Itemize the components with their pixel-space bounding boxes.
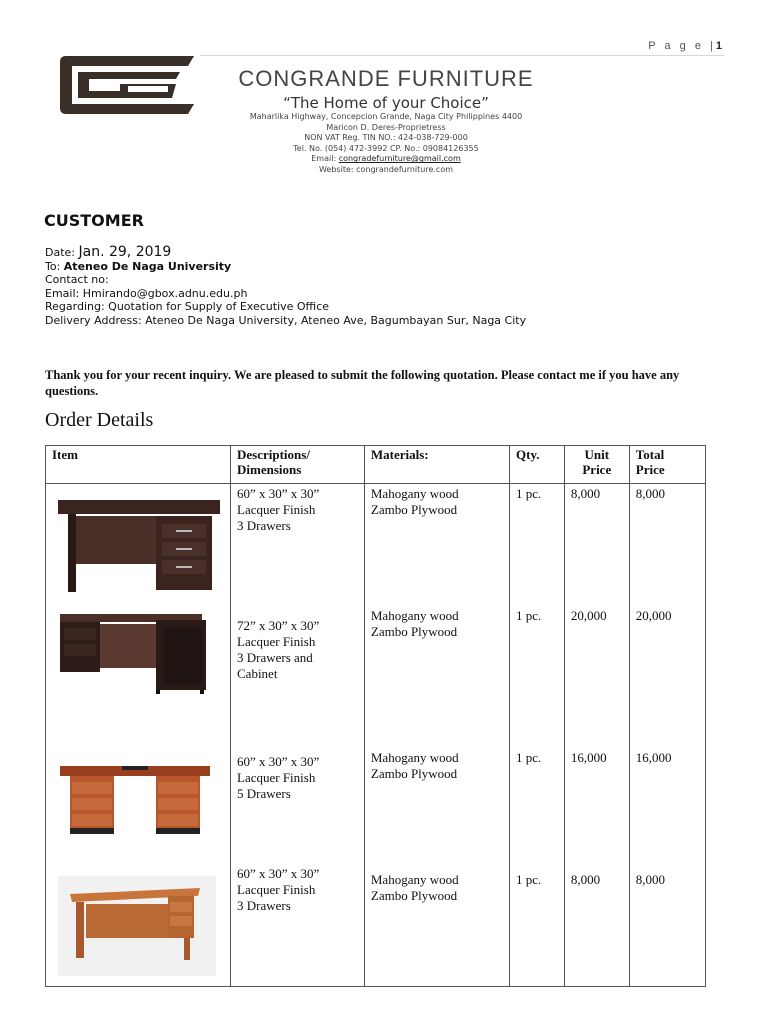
- table-row: [46, 606, 706, 742]
- order-details-heading: Order Details: [45, 409, 154, 431]
- item-materials: Mahogany wood Zambo Plywood: [364, 606, 509, 742]
- item-image-cell: [46, 742, 231, 864]
- company-email-link[interactable]: congradefurniture@gmail.com: [338, 154, 461, 164]
- company-logo: [56, 52, 198, 118]
- contact-line: Contact no:: [45, 273, 109, 286]
- to-line: To: Ateneo De Naga University: [45, 259, 232, 273]
- company-email-line: Email: congradefurniture@gmail.com: [311, 154, 461, 164]
- col-unit-price: Unit Price: [564, 446, 629, 484]
- date-value: Jan. 29, 2019: [78, 244, 172, 260]
- company-name: CONGRANDE FURNITURE: [238, 66, 534, 91]
- company-tagline: “The Home of your Choice”: [283, 94, 489, 112]
- table-row: [46, 742, 706, 864]
- item-materials: Mahogany wood Zambo Plywood: [364, 484, 509, 607]
- item-image-cell: [46, 864, 231, 987]
- item-total-price: 8,000: [629, 864, 705, 987]
- item-materials: Mahogany wood Zambo Plywood: [364, 742, 509, 864]
- thank-you-message: Thank you for your recent inquiry. We are pleased to submit the following quotation. Please contact me if you have any questions.: [45, 368, 680, 398]
- table-row: [46, 864, 706, 987]
- header-rule: [200, 55, 724, 56]
- company-tin: NON VAT Reg. TIN NO.: 424-038-729-000: [304, 133, 468, 143]
- item-total-price: 8,000: [629, 484, 705, 607]
- item-description: 60” x 30” x 30” Lacquer Finish 3 Drawers: [231, 484, 365, 607]
- item-unit-price: 8,000: [564, 864, 629, 987]
- order-table: [45, 445, 706, 987]
- item-unit-price: 20,000: [564, 606, 629, 742]
- item-description: 72” x 30” x 30” Lacquer Finish 3 Drawers and Cabinet: [231, 606, 365, 742]
- desk-image: [52, 744, 224, 862]
- regarding-line: Regarding: Quotation for Supply of Executive Office: [45, 300, 330, 313]
- customer-info: [45, 246, 526, 327]
- page-number: P a g e |1: [648, 40, 722, 52]
- company-address: Maharlika Highway, Concepcion Grande, Naga City Philippines 4400: [249, 112, 523, 121]
- item-qty: 1 pc.: [510, 864, 565, 987]
- item-qty: 1 pc.: [510, 606, 565, 742]
- item-description: 60” x 30” x 30” Lacquer Finish 3 Drawers: [231, 864, 365, 987]
- company-proprietress: Maricon D. Deres-Proprietress: [326, 122, 446, 132]
- col-description: Descriptions/ Dimensions: [231, 446, 365, 484]
- customer-heading: CUSTOMER: [44, 211, 144, 230]
- company-header: [216, 66, 556, 176]
- delivery-line: Delivery Address: Ateneo De Naga University, Ateneo Ave, Bagumbayan Sur, Naga City: [45, 313, 527, 327]
- item-image-cell: [46, 606, 231, 742]
- desk-image: [52, 866, 224, 984]
- company-tel: Tel. No. (054) 472-3992 CP. No.: 09084126355: [293, 143, 479, 153]
- table-row: [46, 484, 706, 607]
- item-unit-price: 16,000: [564, 742, 629, 864]
- item-description: 60” x 30” x 30” Lacquer Finish 5 Drawers: [231, 742, 365, 864]
- item-image-cell: [46, 484, 231, 607]
- desk-image: [52, 486, 224, 604]
- company-website: Website: congrandefurniture.com: [318, 164, 454, 174]
- item-materials: Mahogany wood Zambo Plywood: [364, 864, 509, 987]
- item-unit-price: 8,000: [564, 484, 629, 607]
- col-total-price: Total Price: [629, 446, 705, 484]
- item-total-price: 20,000: [629, 606, 705, 742]
- col-item: Item: [46, 446, 231, 484]
- col-materials: Materials:: [364, 446, 509, 484]
- date-line: Date: Jan. 29, 2019: [45, 244, 172, 260]
- email-line: Email: Hmirando@gbox.adnu.edu.ph: [45, 286, 248, 300]
- item-qty: 1 pc.: [510, 484, 565, 607]
- item-total-price: 16,000: [629, 742, 705, 864]
- to-value: Ateneo De Naga University: [63, 259, 232, 273]
- table-header-row: [46, 446, 706, 484]
- col-qty: Qty.: [510, 446, 565, 484]
- item-qty: 1 pc.: [510, 742, 565, 864]
- desk-image: [52, 608, 224, 738]
